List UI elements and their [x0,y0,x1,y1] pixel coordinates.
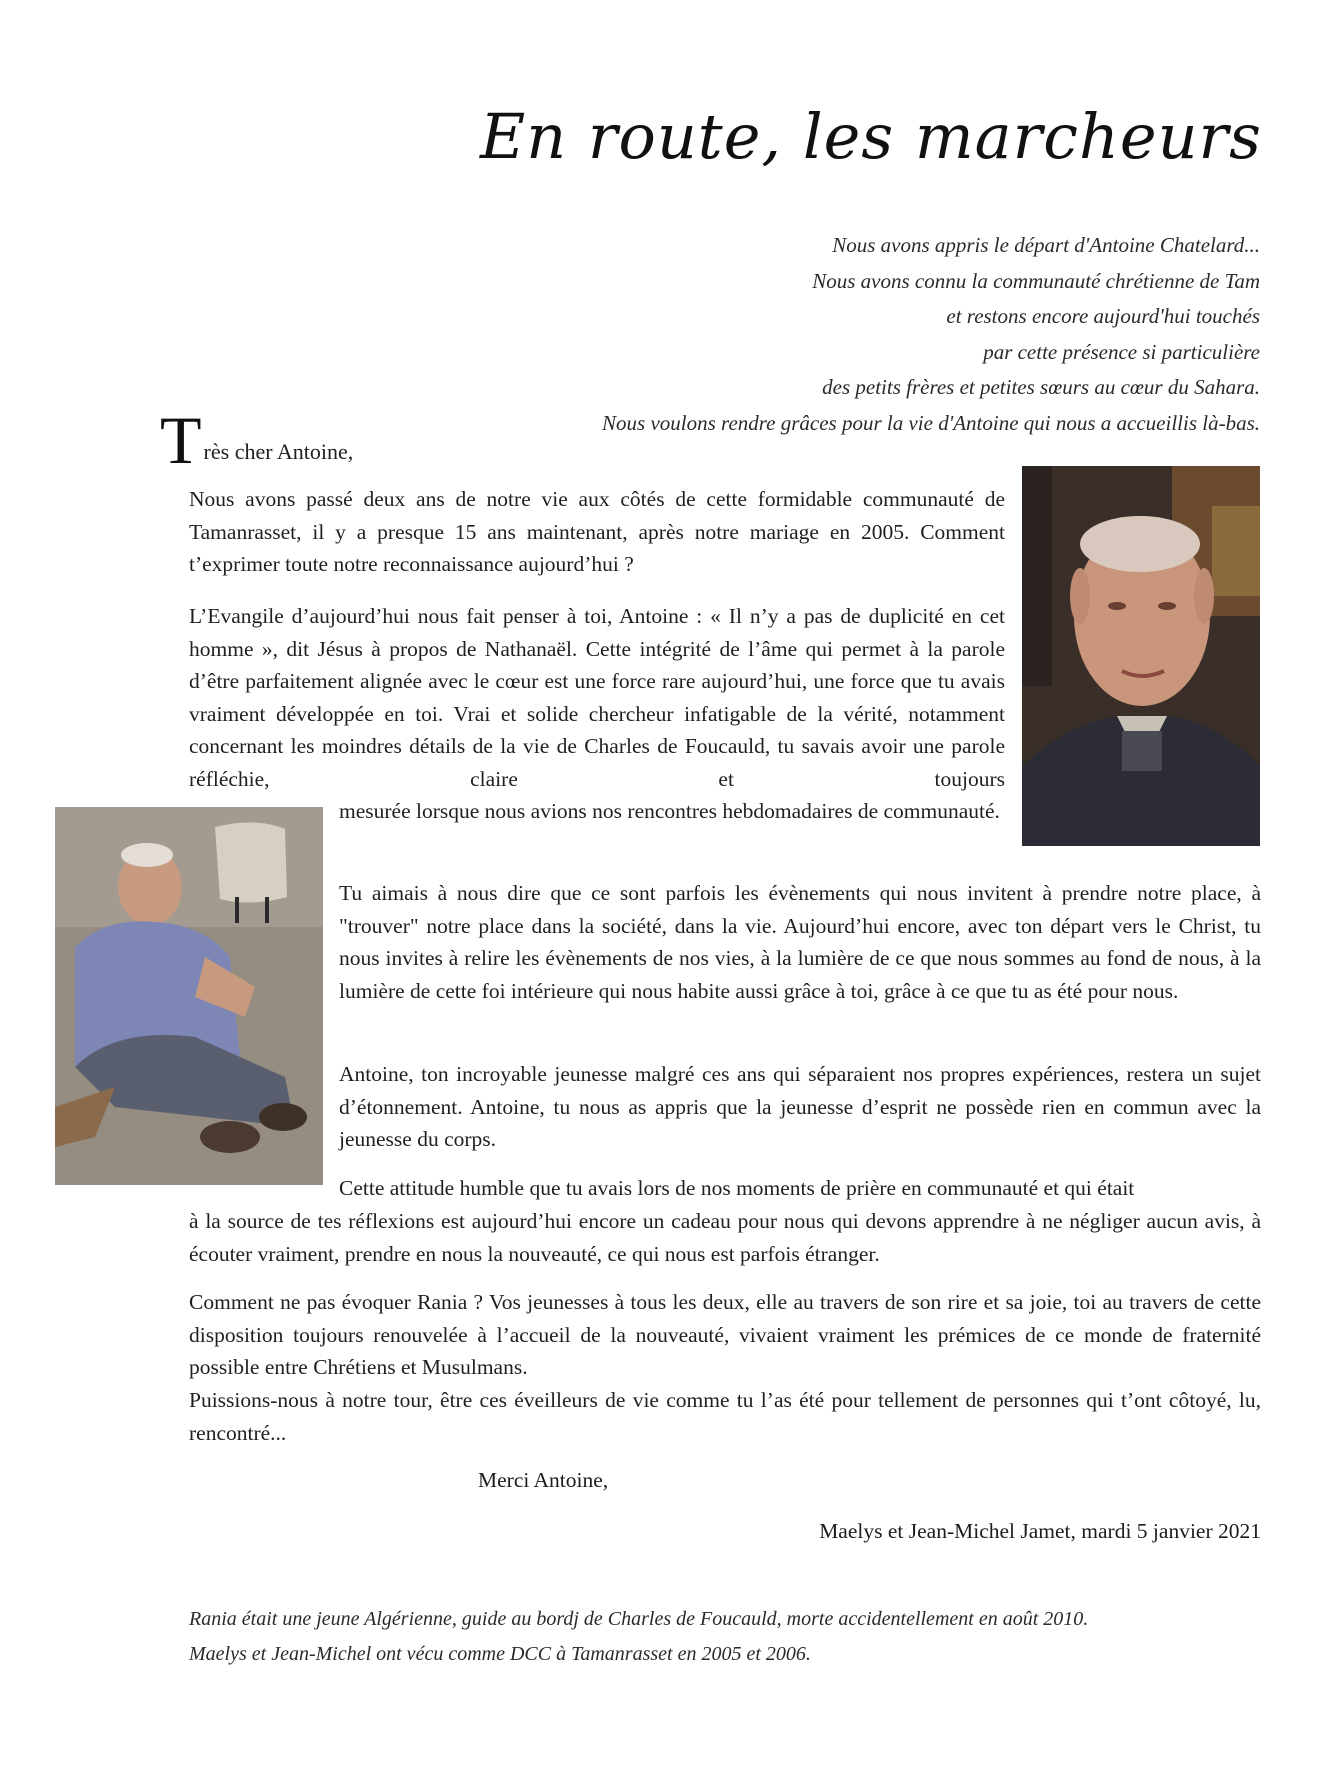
intro-line: par cette présence si particulière [983,339,1260,364]
footnotes [189,1602,1088,1672]
paragraph-2: L’Evangile d’aujourd’hui nous fait penser à toi, Antoine : « Il n’y a pas de duplicité en cet homme », dit Jésus à propos de Nathanaël. Cette intégrité de l’âme qui permet à la parole d’être parfaitement alignée avec le cœur est une force rare aujourd’hui, une force que tu avais vraiment développée en toi. Vrai et solide chercheur infatigable de la vérité, notamment concernant les moindres détails de la vie de Charles de Foucauld, tu savais avoir une parole réfléchie, claire et toujours [189,604,1005,791]
paragraph-1: Nous avons passé deux ans de notre vie aux côtés de cette formidable communauté de Tamanrasset, il y a presque 15 ans maintenant, après notre mariage en 2005. Comment t’exprimer toute notre reconnaissance aujourd’hui ? [189,487,1005,576]
intro-verse [602,228,1260,441]
paragraph-2-continued: mesurée lorsque nous avions nos rencontres hebdomadaires de communauté. [339,799,1000,823]
greeting-text: rès cher Antoine, [203,439,354,464]
greeting [160,402,354,478]
intro-line: et restons encore aujourd'hui touchés [946,304,1260,328]
paragraph-6: Comment ne pas évoquer Rania ? Vos jeunesses à tous les deux, elle au travers de son rire et sa joie, toi au travers de cette disposition toujours renouvelée à l’accueil de la nouveauté, vivaient vraiment les prémices de ce monde de fraternité possible entre Chrétiens et Musulmans. [189,1290,1261,1379]
paragraph-3: Tu aimais à nous dire que ce sont parfois les évènements qui nous invitent à prendre notre place, à "trouver" notre place dans la société, dans la vie. Aujourd’hui encore, avec ton départ vers le Christ, tu nous invites à relire les évènements de nos vies, à la lumière de ce que nous sommes au fond de nous, à la lumière de cette foi intérieure qui nous habite aussi grâce à toi, grâce à ce que tu as été pour nous. [339,881,1261,1003]
paragraph-5-start: Cette attitude humble que tu avais lors de nos moments de prière en communauté et qui était [339,1176,1135,1200]
intro-line: Nous avons appris le départ d'Antoine Chatelard... [832,233,1260,257]
footnote: Maelys et Jean-Michel ont vécu comme DCC à Tamanrasset en 2005 et 2006. [189,1643,811,1665]
intro-line: Nous avons connu la communauté chrétienne de Tam [812,268,1260,293]
intro-line: Nous voulons rendre grâces pour la vie d'Antoine qui nous a accueillis là-bas. [602,410,1260,435]
photo-antoine-seated-desert [55,807,323,1185]
portrait-photo-antoine [1022,466,1260,846]
drop-cap: T [160,402,202,478]
paragraph-5-continued: à la source de tes réflexions est aujourd’hui encore un cadeau pour nous qui devons apprendre à ne négliger aucun avis, à écouter vraiment, prendre en nous la nouveauté, ce qui nous est parfois étranger. [189,1209,1261,1266]
page-title: En route, les marcheurs [480,100,1262,173]
intro-line: des petits frères et petites sœurs au cœur du Sahara. [822,375,1260,399]
footnote: Rania était une jeune Algérienne, guide au bordj de Charles de Foucauld, morte accidentellement en août 2010. [189,1608,1089,1630]
paragraph-7: Puissions-nous à notre tour, être ces éveilleurs de vie comme tu l’as été pour tellement de personnes qui t’ont côtoyé, lu, rencontré... [189,1388,1261,1445]
signature: Maelys et Jean-Michel Jamet, mardi 5 janvier 2021 [819,1519,1261,1543]
paragraph-4: Antoine, ton incroyable jeunesse malgré ces ans qui séparaient nos propres expériences, restera un sujet d’étonnement. Antoine, tu nous as appris que la jeunesse d’esprit ne possède rien en commun avec la jeunesse du corps. [339,1062,1261,1151]
closing: Merci Antoine, [478,1468,609,1492]
